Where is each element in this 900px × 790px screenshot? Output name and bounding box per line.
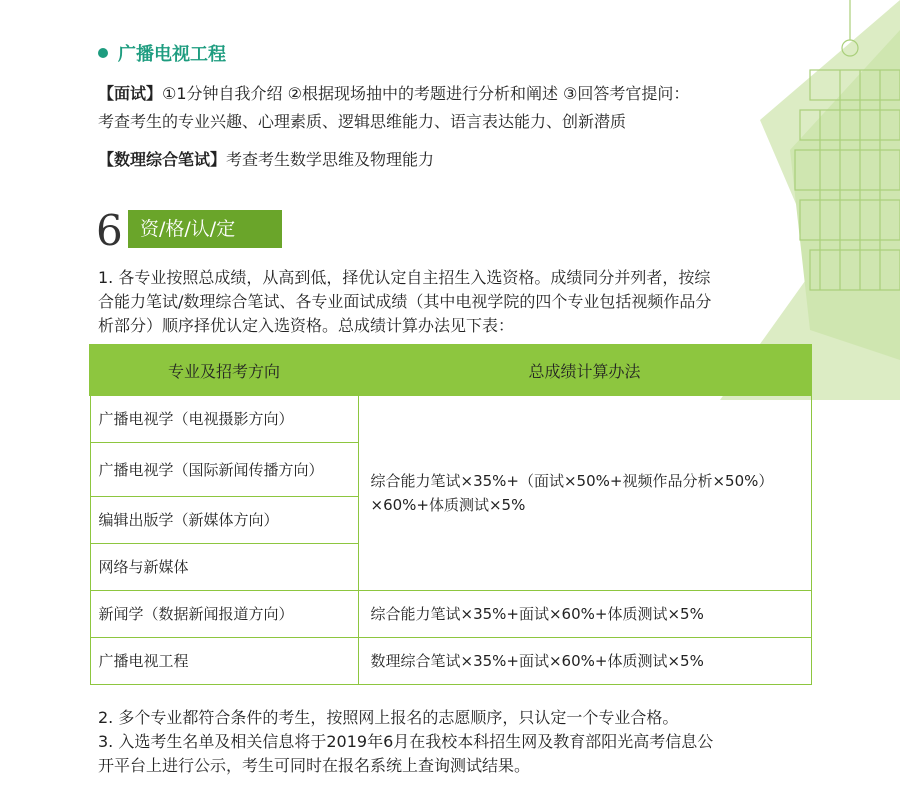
- interview-label: 【面试】: [98, 84, 163, 103]
- formula-line: 综合能力笔试×35%+（面试×50%+视频作品分析×50%）: [370, 471, 774, 490]
- step-title-tag: 资/格/认/定: [128, 210, 282, 248]
- formula-cell: 数理综合笔试×35%+面试×60%+体质测试×5%: [358, 637, 811, 684]
- major-cell: 广播电视学（国际新闻传播方向）: [90, 442, 358, 496]
- merged-formula-cell: [358, 395, 811, 590]
- paragraph-1-line: 合能力笔试/数理综合笔试、各专业面试成绩（其中电视学院的四个专业包括视频作品分: [98, 292, 712, 311]
- formula-line: ×60%+体质测试×5%: [370, 495, 526, 514]
- paragraph-3-line: 开平台上进行公示，考生可同时在报名系统上查询测试结果。: [98, 756, 531, 775]
- paragraph-1-line: 1. 各专业按照总成绩，从高到低，择优认定自主招生入选资格。成绩同分并列者，按综: [98, 268, 711, 287]
- table-row: [90, 395, 811, 442]
- paragraph-3-line: 3. 入选考生名单及相关信息将于2019年6月在我校本科招生网及教育部阳光高考信息公: [98, 732, 714, 751]
- paragraph-3: [98, 730, 808, 778]
- table-row: [90, 637, 811, 684]
- major-cell: 网络与新媒体: [90, 543, 358, 590]
- paragraph-1-line: 析部分）顺序择优认定入选资格。总成绩计算办法见下表：: [98, 316, 515, 335]
- math-exam-line: [98, 148, 434, 172]
- table-header-formula: 总成绩计算办法: [358, 345, 811, 395]
- section-heading: [98, 40, 226, 66]
- step-number: 6: [96, 206, 123, 255]
- major-cell: 广播电视学（电视摄影方向）: [90, 395, 358, 442]
- math-exam-text: 考查考生数学思维及物理能力: [226, 150, 435, 169]
- section-title: 广播电视工程: [118, 44, 226, 65]
- paragraph-2: 2. 多个专业都符合条件的考生，按照网上报名的志愿顺序，只认定一个专业合格。: [98, 708, 679, 727]
- table-row: [90, 590, 811, 637]
- major-cell: 广播电视工程: [90, 637, 358, 684]
- interview-line: [98, 82, 689, 106]
- building-illustration: [700, 0, 900, 400]
- table-header-major: 专业及招考方向: [90, 345, 358, 395]
- interview-text: ①1分钟自我介绍 ②根据现场抽中的考题进行分析和阐述 ③回答考官提问：: [162, 84, 690, 103]
- major-cell: 编辑出版学（新媒体方向）: [90, 496, 358, 543]
- paragraph-1: [98, 266, 808, 338]
- score-table: [89, 344, 812, 685]
- interview-line-2: 考查考生的专业兴趣、心理素质、逻辑思维能力、语言表达能力、创新潜质: [98, 112, 627, 131]
- math-exam-label: 【数理综合笔试】: [98, 150, 227, 169]
- formula-cell: 综合能力笔试×35%+面试×60%+体质测试×5%: [358, 590, 811, 637]
- major-cell: 新闻学（数据新闻报道方向）: [90, 590, 358, 637]
- bullet-dot-icon: [98, 48, 108, 58]
- table-header-row: [90, 345, 811, 395]
